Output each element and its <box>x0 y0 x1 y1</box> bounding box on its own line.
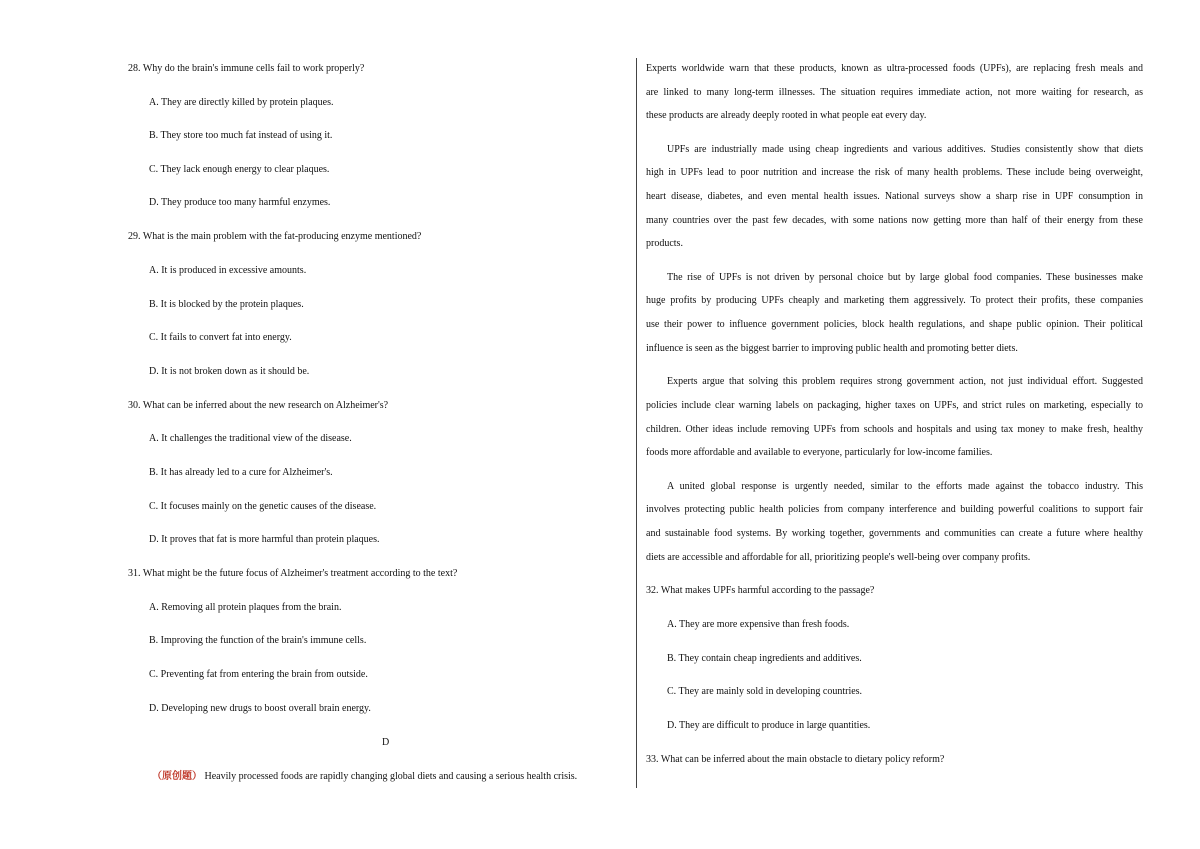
question-stem: 33. What can be inferred about the main obstacle to dietary policy reform? <box>646 754 945 765</box>
original-question-tag: （原创题） <box>152 771 202 782</box>
passage-line: and sustainable food systems. By working together, governments and communities can create a future where healthy <box>646 528 1143 539</box>
question-stem: 28. Why do the brain's immune cells fail to work properly? <box>128 63 365 74</box>
question-stem: 30. What can be inferred about the new research on Alzheimer's? <box>128 400 389 411</box>
passage-line: foods more affordable and available to everyone, particularly for low-income families. <box>646 447 993 458</box>
answer-option: B. It is blocked by the protein plaques. <box>149 299 304 310</box>
passage-line: involves protecting public health policies from company interference and building powerful coalitions to support fair <box>646 504 1143 515</box>
section-letter: D <box>382 737 390 748</box>
passage-line: UPFs are industrially made using cheap ingredients and various additives. Studies consistently show that diets <box>667 144 1143 155</box>
passage-line: The rise of UPFs is not driven by personal choice but by large global food companies. These businesses make <box>667 272 1143 283</box>
passage-line: Experts argue that solving this problem requires strong government action, not just individual effort. Suggested <box>667 376 1143 387</box>
question-stem: 32. What makes UPFs harmful according to the passage? <box>646 585 875 596</box>
answer-option: A. They are more expensive than fresh foods. <box>667 619 850 630</box>
answer-option: B. They contain cheap ingredients and additives. <box>667 653 862 664</box>
passage-line: many countries over the past few decades, with some nations now getting more than half of their energy from these <box>646 215 1143 226</box>
question-stem: 29. What is the main problem with the fat-producing enzyme mentioned? <box>128 231 422 242</box>
answer-option: D. They are difficult to produce in large quantities. <box>667 720 871 731</box>
passage-line: high in UPFs lead to poor nutrition and increase the risk of many health problems. These include being overweight, <box>646 167 1143 178</box>
passage-line: heart disease, diabetes, and even mental health issues. National surveys show a sharp rise in UPF consumption in <box>646 191 1143 202</box>
passage-line: products. <box>646 238 683 249</box>
passage-line: influence is seen as the biggest barrier to improving public health and promoting better diets. <box>646 343 1018 354</box>
passage-first-line <box>152 770 625 784</box>
passage-line: use their power to influence government policies, block health regulations, and shape public opinion. Their political <box>646 319 1143 330</box>
passage-line: huge profits by producing UPFs cheaply and marketing them aggressively. To protect their profits, these companies <box>646 295 1143 306</box>
column-divider <box>636 58 637 788</box>
answer-option: A. Removing all protein plaques from the brain. <box>149 602 342 613</box>
passage-line: diets are accessible and affordable for all, prioritizing people's well-being over company profits. <box>646 552 1031 563</box>
answer-option: C. It fails to convert fat into energy. <box>149 332 292 343</box>
answer-option: A. It challenges the traditional view of the disease. <box>149 433 352 444</box>
answer-option: A. It is produced in excessive amounts. <box>149 265 307 276</box>
passage-line: are linked to many long-term illnesses. The situation requires immediate action, not more waiting for research, as <box>646 87 1143 98</box>
passage-line: A united global response is urgently needed, similar to the efforts made against the tobacco industry. This <box>667 481 1143 492</box>
passage-line: these products are already deeply rooted in what people eat every day. <box>646 110 927 121</box>
answer-option: A. They are directly killed by protein plaques. <box>149 97 334 108</box>
answer-option: D. Developing new drugs to boost overall brain energy. <box>149 703 371 714</box>
passage-line: children. Other ideas include removing UPFs from schools and hospitals and using tax money to make fresh, healthy <box>646 424 1143 435</box>
answer-option: B. They store too much fat instead of using it. <box>149 130 333 141</box>
answer-option: D. They produce too many harmful enzymes. <box>149 197 331 208</box>
answer-option: C. Preventing fat from entering the brain from outside. <box>149 669 368 680</box>
answer-option: B. Improving the function of the brain's immune cells. <box>149 635 367 646</box>
answer-option: D. It proves that fat is more harmful than protein plaques. <box>149 534 380 545</box>
answer-option: C. It focuses mainly on the genetic causes of the disease. <box>149 501 377 512</box>
question-stem: 31. What might be the future focus of Alzheimer's treatment according to the text? <box>128 568 458 579</box>
answer-option: C. They are mainly sold in developing countries. <box>667 686 863 697</box>
answer-option: D. It is not broken down as it should be. <box>149 366 310 377</box>
answer-option: C. They lack enough energy to clear plaques. <box>149 164 330 175</box>
passage-text: Heavily processed foods are rapidly changing global diets and causing a serious health crisis. <box>204 771 578 782</box>
answer-option: B. It has already led to a cure for Alzheimer's. <box>149 467 333 478</box>
passage-line: Experts worldwide warn that these products, known as ultra-processed foods (UPFs), are replacing fresh meals and <box>646 63 1143 74</box>
passage-line: policies include clear warning labels on packaging, higher taxes on UPFs, and strict rules on marketing, especially to <box>646 400 1143 411</box>
